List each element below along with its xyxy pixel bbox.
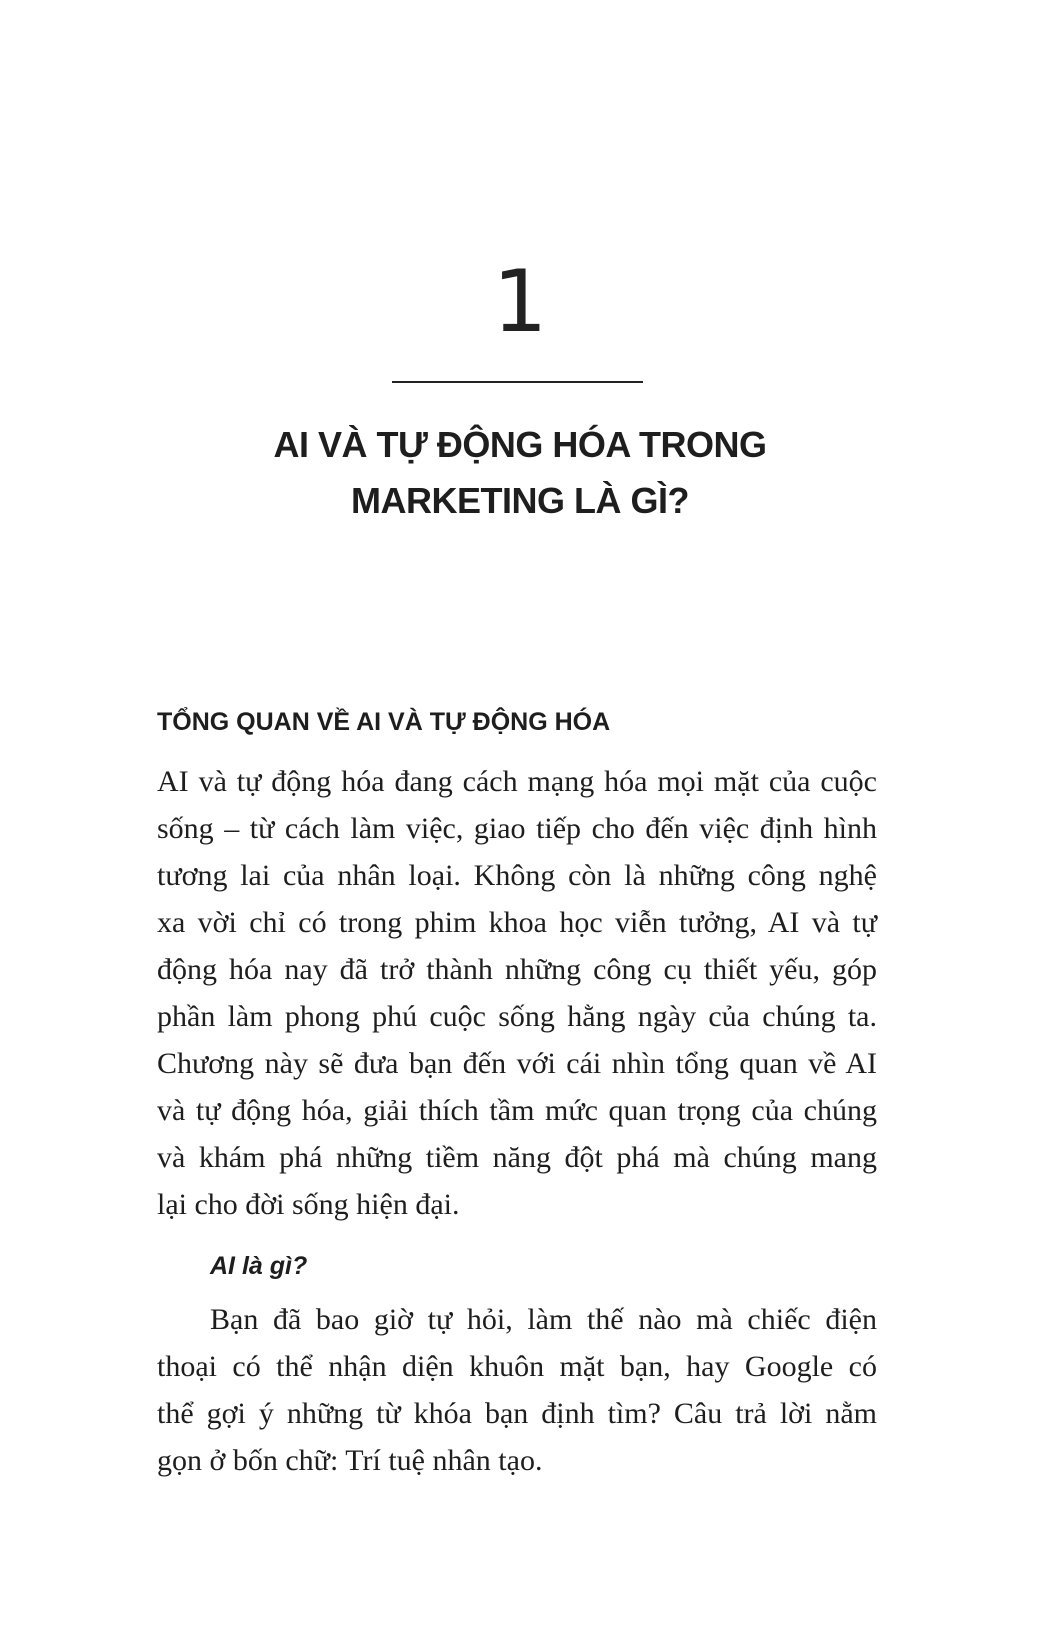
paragraph-line: lại cho đời sống hiện đại. [157, 1188, 460, 1221]
paragraph-line: gọn ở bốn chữ: Trí tuệ nhân tạo. [157, 1444, 543, 1477]
paragraph-line: Chương này sẽ đưa bạn đến với cái nhìn tổng quan về AI [157, 1047, 877, 1080]
paragraph-line: thoại có thể nhận diện khuôn mặt bạn, hay Google có [157, 1350, 877, 1383]
paragraph-line: phần làm phong phú cuộc sống hằng ngày của chúng ta. [157, 1000, 877, 1033]
chapter-title-line: AI VÀ TỰ ĐỘNG HÓA TRONG [273, 424, 767, 465]
paragraph-line: thể gợi ý những từ khóa bạn định tìm? Câu trả lời nằm [157, 1397, 877, 1430]
chapter-divider [392, 381, 643, 383]
chapter-title-line: MARKETING LÀ GÌ? [351, 480, 689, 521]
paragraph-line: và tự động hóa, giải thích tầm mức quan trọng của chúng [157, 1094, 877, 1127]
chapter-title [0, 417, 1040, 529]
subsection-paragraph [157, 1296, 877, 1484]
paragraph-line: và khám phá những tiềm năng đột phá mà chúng mang [157, 1141, 877, 1174]
paragraph-line: AI và tự động hóa đang cách mạng hóa mọi mặt của cuộc [157, 765, 877, 798]
section-heading: TỔNG QUAN VỀ AI VÀ TỰ ĐỘNG HÓA [157, 708, 611, 736]
paragraph-line: Bạn đã bao giờ tự hỏi, làm thế nào mà chiếc điện [210, 1303, 877, 1336]
section-paragraph [157, 758, 877, 1228]
paragraph-line: sống – từ cách làm việc, giao tiếp cho đến việc định hình [157, 812, 877, 845]
paragraph-line: tương lai của nhân loại. Không còn là những công nghệ [157, 859, 877, 892]
subsection-heading: AI là gì? [210, 1252, 308, 1280]
paragraph-line: động hóa nay đã trở thành những công cụ thiết yếu, góp [157, 953, 877, 986]
paragraph-line: xa vời chỉ có trong phim khoa học viễn tưởng, AI và tự [157, 906, 877, 939]
chapter-number: 1 [492, 252, 548, 352]
